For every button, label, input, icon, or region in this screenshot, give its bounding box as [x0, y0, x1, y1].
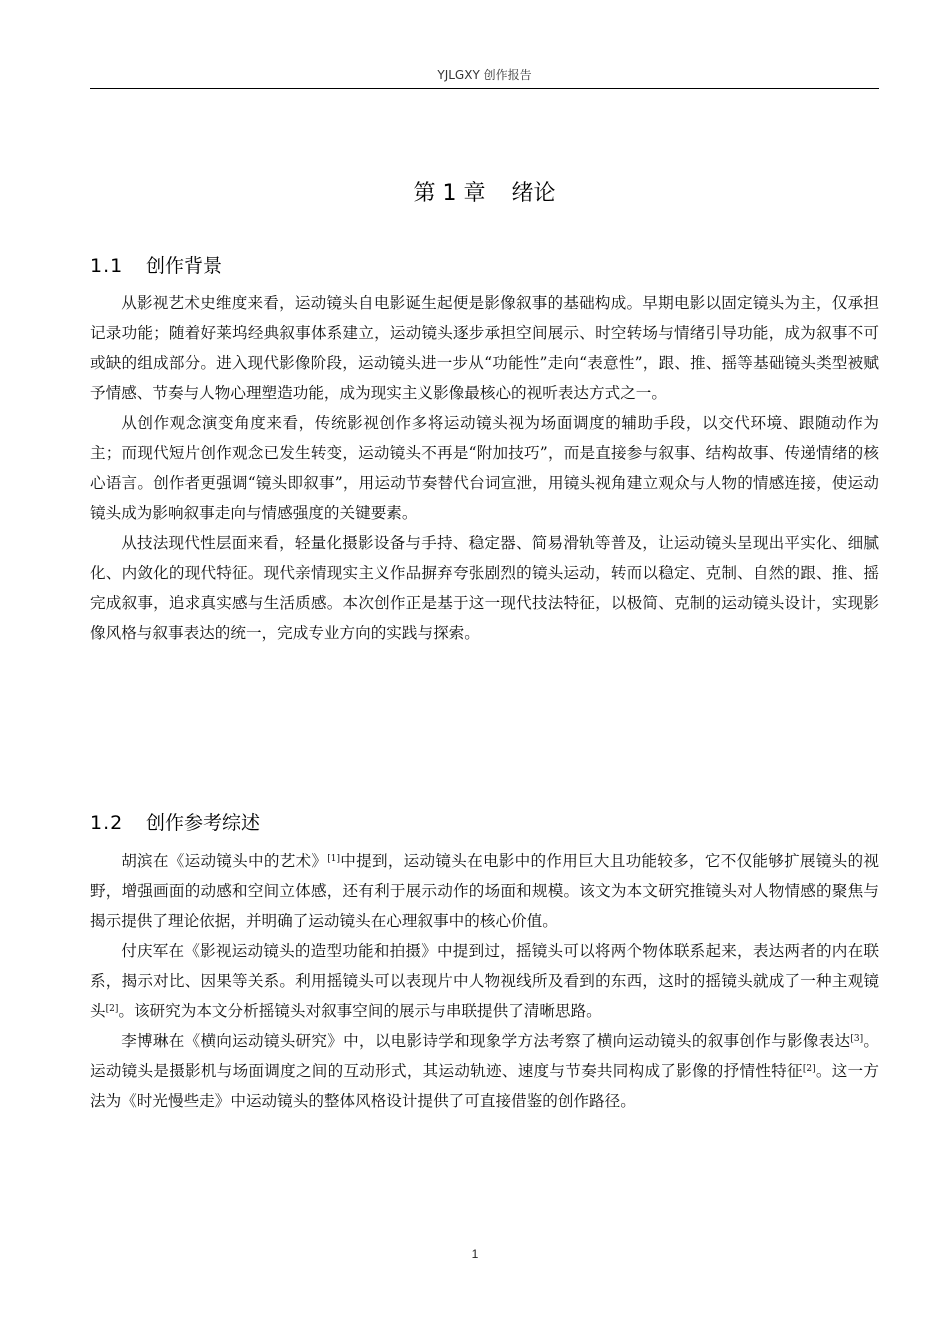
text-run: 。这一方法为《时光慢些走》中运动镜头的整体风格设计提供了可直接借鉴的创作路径。: [90, 1062, 879, 1110]
text-run: 。运动镜头是摄影机与场面调度之间的互动形式，其运动轨迹、速度与节奏共同构成了影像的抒情性特征: [90, 1032, 879, 1080]
paragraph: 从影视艺术史维度来看，运动镜头自电影诞生起便是影像叙事的基础构成。早期电影以固定镜头为主，仅承担记录功能；随着好莱坞经典叙事体系建立，运动镜头逐步承担空间展示、时空转场与情绪引导功能，成为叙事不可或缺的组成部分。进入现代影像阶段，运动镜头进一步从“功能性”走向“表意性”，跟、推、摇等基础镜头类型被赋予情感、节奏与人物心理塑造功能，成为现实主义影像最核心的视听表达方式之一。: [90, 294, 879, 402]
paragraph: [90, 846, 879, 936]
chapter-name: 绪论: [511, 181, 556, 206]
section-title: 创作参考综述: [146, 812, 261, 834]
section-number: 1.2: [90, 812, 124, 834]
section-heading-1-2: [90, 809, 879, 837]
chapter-title: [90, 178, 879, 210]
page-number: 1: [471, 1247, 479, 1261]
paragraph: [90, 1026, 879, 1116]
citation-ref: [1]: [327, 854, 341, 864]
section-number: 1.1: [90, 255, 124, 277]
text-run: 胡滨在《运动镜头中的艺术》: [121, 852, 328, 870]
chapter-label: 第 1 章: [413, 181, 486, 206]
text-run: 中提到，运动镜头在电影中的作用巨大且功能较多，它不仅能够扩展镜头的视野，增强画面的动感和空间立体感，还有利于展示动作的场面和规模。该文为本文研究推镜头对人物情感的聚焦与揭示提供了理论依据，并明确了运动镜头在心理叙事中的核心价值。: [90, 852, 879, 930]
section-body-1-2: [90, 846, 879, 1116]
section-heading-1-1: [90, 252, 879, 280]
citation-ref: [2]: [802, 1064, 816, 1074]
paragraph: [90, 936, 879, 1026]
citation-ref: [2]: [105, 1004, 119, 1014]
citation-ref: [3]: [850, 1034, 864, 1044]
text-run: 付庆军在《影视运动镜头的造型功能和拍摄》中提到过，摇镜头可以将两个物体联系起来，表达两者的内在联系，揭示对比、因果等关系。利用摇镜头可以表现片中人物视线所及看到的东西，这时的摇镜头就成了一种主观镜头: [90, 942, 879, 1020]
running-header: YJLGXY 创作报告: [437, 68, 532, 82]
text-run: 。该研究为本文分析摇镜头对叙事空间的展示与串联提供了清晰思路。: [118, 1002, 602, 1020]
section-title: 创作背景: [146, 255, 223, 277]
paragraph: 从技法现代性层面来看，轻量化摄影设备与手持、稳定器、简易滑轨等普及，让运动镜头呈现出平实化、细腻化、内敛化的现代特征。现代亲情现实主义作品摒弃夸张剧烈的镜头运动，转而以稳定、克制、自然的跟、推、摇完成叙事，追求真实感与生活质感。本次创作正是基于这一现代技法特征，以极简、克制的运动镜头设计，实现影像风格与叙事表达的统一，完成专业方向的实践与探索。: [90, 534, 879, 642]
header-rule: [90, 88, 879, 89]
text-run: 李博琳在《横向运动镜头研究》中，以电影诗学和现象学方法考察了横向运动镜头的叙事创作与影像表达: [121, 1032, 851, 1050]
paragraph: 从创作观念演变角度来看，传统影视创作多将运动镜头视为场面调度的辅助手段，以交代环境、跟随动作为主；而现代短片创作观念已发生转变，运动镜头不再是“附加技巧”，而是直接参与叙事、结构故事、传递情绪的核心语言。创作者更强调“镜头即叙事”，用运动节奏替代台词宣泄，用镜头视角建立观众与人物的情感连接，使运动镜头成为影响叙事走向与情感强度的关键要素。: [90, 414, 879, 522]
section-body-1-1: [90, 288, 879, 648]
